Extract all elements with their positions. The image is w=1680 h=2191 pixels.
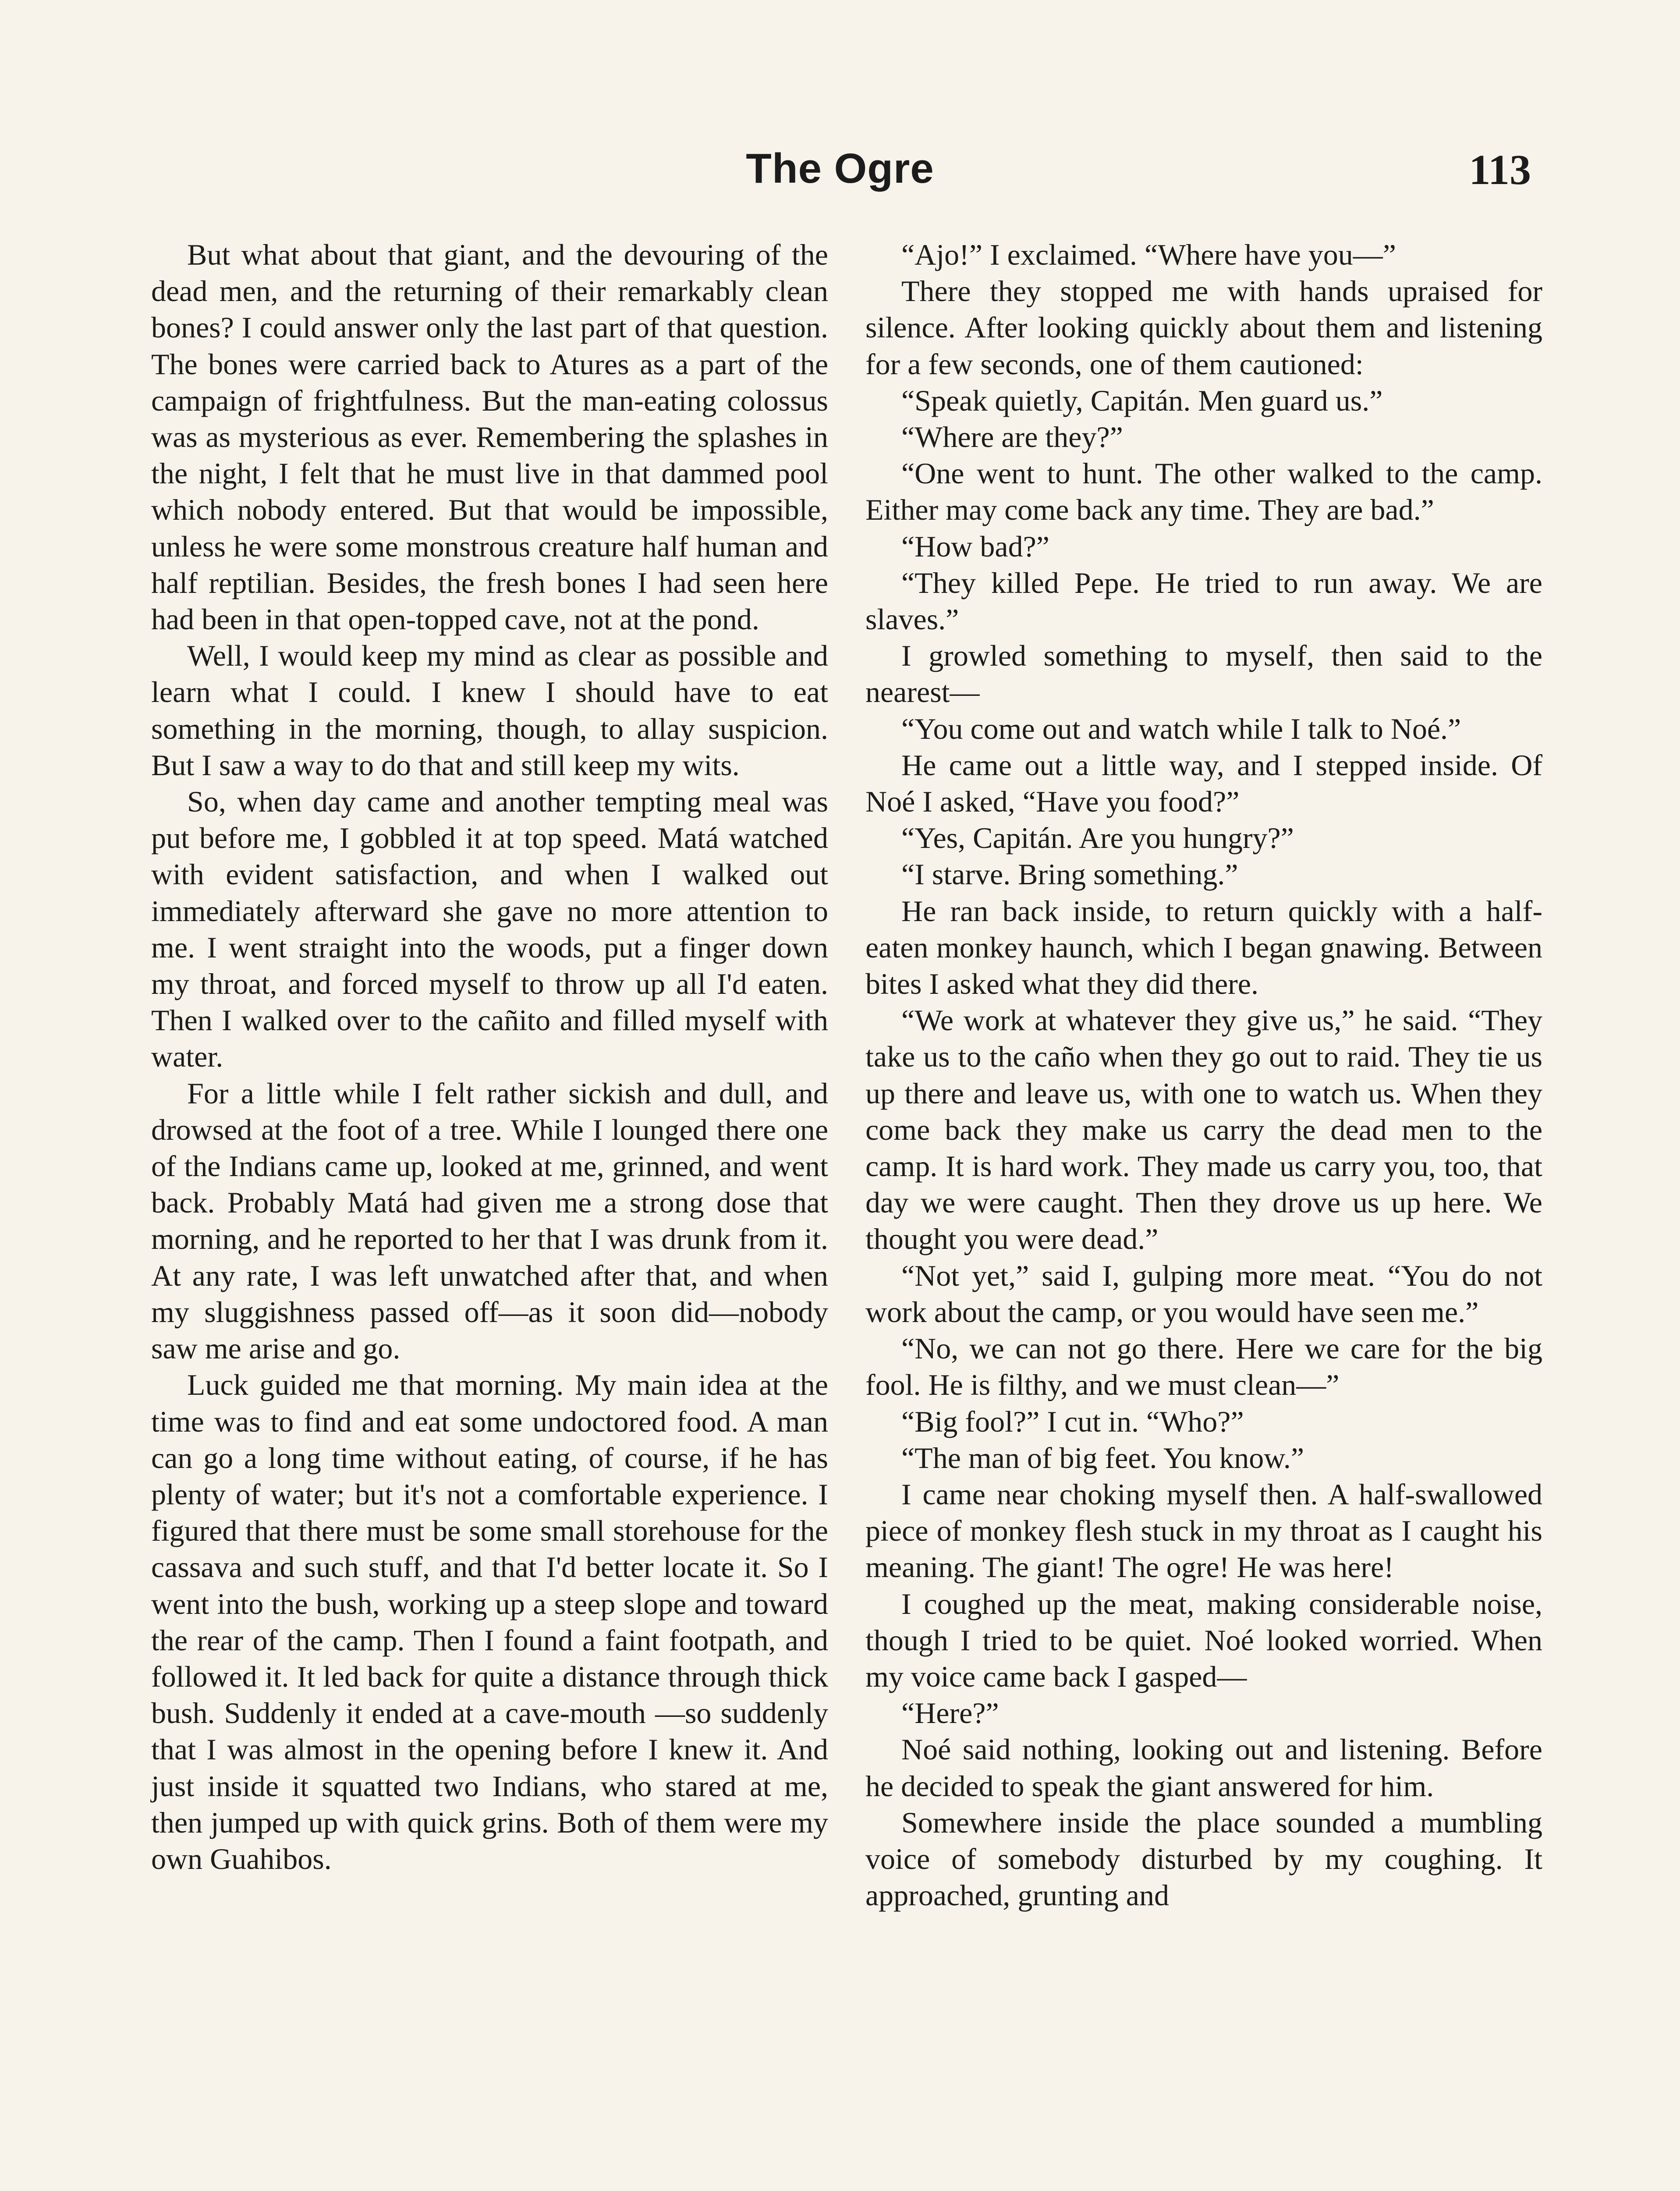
paragraph: He came out a little way, and I stepped inside. Of Noé I asked, “Have you food?”	[865, 748, 1542, 819]
paragraph: “Where are they?”	[901, 420, 1123, 454]
running-title: The Ogre	[746, 145, 934, 192]
paragraph: “How bad?”	[901, 529, 1049, 563]
paragraph: “They killed Pepe. He tried to run away. We are slaves.”	[865, 566, 1542, 636]
paragraph: “We work at whatever they give us,” he said. “They take us to the caño when they go out to raid. They tie us up there and leave us, with one to watch us. When they come back they make us carry the dead men to the camp. It is hard work. They made us carry you, too, that day we were caught. Then they drove us up here. We thought you were dead.”	[865, 1003, 1542, 1256]
paragraph: “Big fool?” I cut in. “Who?”	[901, 1404, 1244, 1438]
paragraph: But what about that giant, and the devouring of the dead men, and the returning of their remarkably clean bones? I could answer only the last part of that question. The bones were carried back to Atures as a part of the campaign of frightfulness. But the man-eating colossus was as mysterious as ever. Remembering the splashes in the night, I felt that he must live in that dammed pool which nobody entered. But that would be impossible, unless he were some monstrous creature half human and half reptilian. Besides, the fresh bones I had seen here had been in that open-topped cave, not at the pond.	[151, 238, 828, 636]
paragraph: Luck guided me that morning. My main idea at the time was to find and eat some undoctored food. A man can go a long time without eating, of course, if he has plenty of water; but it's not a comfortable experience. I figured that there must be some small storehouse for the cassava and such stuff, and that I'd better locate it. So I went into the bush, working up a steep slope and toward the rear of the camp. Then I found a faint footpath, and followed it. It led back for quite a distance through thick bush. Suddenly it ended at a cave-mouth —so suddenly that I was almost in the opening before I knew it. And just inside it squatted two Indians, who stared at me, then jumped up with quick grins. Both of them were my own Guahibos.	[151, 1368, 828, 1875]
paragraph: Somewhere inside the place sounded a mumbling voice of somebody disturbed by my coughing. It approached, grunting and	[865, 1805, 1542, 1912]
paragraph: There they stopped me with hands upraised for silence. After looking quickly about them and listening for a few seconds, one of them cautioned:	[865, 274, 1542, 381]
page-header	[149, 136, 1531, 202]
paragraph: So, when day came and another tempting meal was put before me, I gobbled it at top speed. Matá watched with evident satisfaction, and when I walked out immediately afterward she gave no more attention to me. I went straight into the woods, put a finger down my throat, and forced myself to throw up all I'd eaten. Then I walked over to the cañito and filled myself with water.	[151, 785, 828, 1074]
paragraph: “No, we can not go there. Here we care for the big fool. He is filthy, and we must clean—”	[865, 1332, 1542, 1402]
paragraph: I growled something to myself, then said to the nearest—	[865, 639, 1542, 709]
right-column	[865, 237, 1542, 1914]
paragraph: I came near choking myself then. A half-swallowed piece of monkey flesh stuck in my throat as I caught his meaning. The giant! The ogre! He was here!	[865, 1477, 1542, 1584]
paragraph: “Speak quietly, Capitán. Men guard us.”	[901, 383, 1383, 417]
paragraph: “I starve. Bring something.”	[901, 858, 1238, 891]
paragraph: “The man of big feet. You know.”	[901, 1441, 1304, 1475]
paragraph: “Not yet,” said I, gulping more meat. “You do not work about the camp, or you would have seen me.”	[865, 1259, 1542, 1329]
paragraph: He ran back inside, to return quickly with a half-eaten monkey haunch, which I began gnawing. Between bites I asked what they did there.	[865, 894, 1542, 1001]
paragraph: “Ajo!” I exclaimed. “Where have you—”	[901, 238, 1396, 271]
paragraph: “You come out and watch while I talk to Noé.”	[901, 712, 1461, 745]
paragraph: For a little while I felt rather sickish and dull, and drowsed at the foot of a tree. While I lounged there one of the Indians came up, looked at me, grinned, and went back. Probably Matá had given me a strong dose that morning, and he reported to her that I was drunk from it. At any rate, I was left unwatched after that, and when my sluggishness passed off—as it soon did—nobody saw me arise and go.	[151, 1076, 828, 1365]
page-number: 113	[1469, 146, 1531, 194]
paragraph: I coughed up the meat, making considerable noise, though I tried to be quiet. Noé looked worried. When my voice came back I gasped—	[865, 1587, 1542, 1693]
paragraph: “Yes, Capitán. Are you hungry?”	[901, 821, 1294, 855]
left-column	[151, 237, 828, 1877]
paragraph: “Here?”	[901, 1696, 999, 1730]
paragraph: “One went to hunt. The other walked to the camp. Either may come back any time. They are bad.”	[865, 457, 1542, 527]
paragraph: Well, I would keep my mind as clear as possible and learn what I could. I knew I should have to eat something in the morning, though, to allay suspicion. But I saw a way to do that and still keep my wits.	[151, 639, 828, 782]
paragraph: Noé said nothing, looking out and listening. Before he decided to speak the giant answered for him.	[865, 1733, 1542, 1803]
